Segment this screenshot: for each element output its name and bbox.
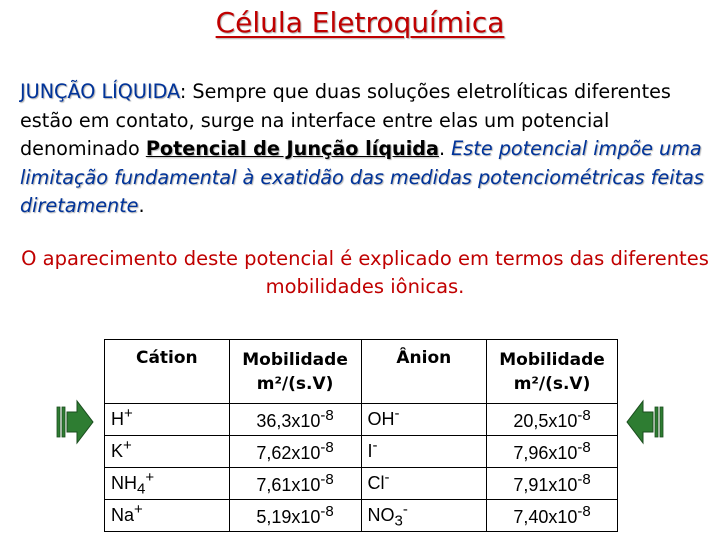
header-mobility-label: Mobilidade — [242, 349, 348, 370]
cation-cell: H+ — [105, 404, 230, 436]
limitation-statement: Este potencial impõe uma limitação fundamental à exatidão das medidas potenciométricas feitas diretamente — [20, 137, 704, 217]
header-cation: Cátion — [105, 340, 230, 404]
header-mobility-unit: m²/(s.V) — [513, 373, 591, 394]
paragraph-text-2: . — [438, 137, 452, 160]
table-row — [105, 468, 618, 500]
junction-potential-term: Potencial de Junção líquida — [145, 137, 439, 160]
liquid-junction-lead: JUNÇÃO LÍQUIDA — [20, 80, 180, 103]
header-cation-mobility — [229, 340, 361, 404]
anion-cell: $NO_3^-$ — [361, 500, 487, 532]
header-anion: Ânion — [361, 340, 487, 404]
paragraph-text-1: : Sempre que duas soluções eletrolíticas diferentes estão em contato, surge na interface entre elas um potencial denominado — [20, 80, 671, 160]
header-mobility-unit: m²/(s.V) — [256, 373, 334, 394]
liquid-junction-paragraph — [20, 78, 710, 221]
cation-cell: Na+ — [105, 500, 230, 532]
table-row — [105, 500, 618, 532]
cation-mobility-cell: $7,62x10^{-8}$ — [229, 436, 361, 468]
anion-mobility-cell: $20,5x10^{-8}$ — [487, 404, 618, 436]
arrow-left-icon — [626, 398, 664, 446]
table-row — [105, 404, 618, 436]
cation-mobility-cell: $5,19x10^{-8}$ — [229, 500, 361, 532]
slide-title: Célula Eletroquímica — [215, 6, 505, 39]
paragraph-end: . — [138, 194, 145, 217]
anion-cell: I- — [361, 436, 487, 468]
cation-mobility-cell: $7,61x10^{-8}$ — [229, 468, 361, 500]
anion-mobility-cell: $7,40x10^{-8}$ — [487, 500, 618, 532]
arrow-right-icon — [56, 398, 94, 446]
cation-cell: K+ — [105, 436, 230, 468]
ionic-mobility-table — [104, 339, 618, 532]
table-header-row — [105, 340, 618, 404]
anion-mobility-cell: $7,91x10^{-8}$ — [487, 468, 618, 500]
anion-cell: Cl- — [361, 468, 487, 500]
cation-mobility-cell: $36,3x10^{-8}$ — [229, 404, 361, 436]
anion-mobility-cell: $7,96x10^{-8}$ — [487, 436, 618, 468]
cation-cell: $NH_4^+$ — [105, 468, 230, 500]
mobility-explanation: O aparecimento deste potencial é explicado em termos das diferentes mobilidades iônicas. — [21, 247, 709, 298]
anion-cell: OH- — [361, 404, 487, 436]
table-row — [105, 436, 618, 468]
header-mobility-label: Mobilidade — [499, 349, 605, 370]
header-anion-mobility — [487, 340, 618, 404]
